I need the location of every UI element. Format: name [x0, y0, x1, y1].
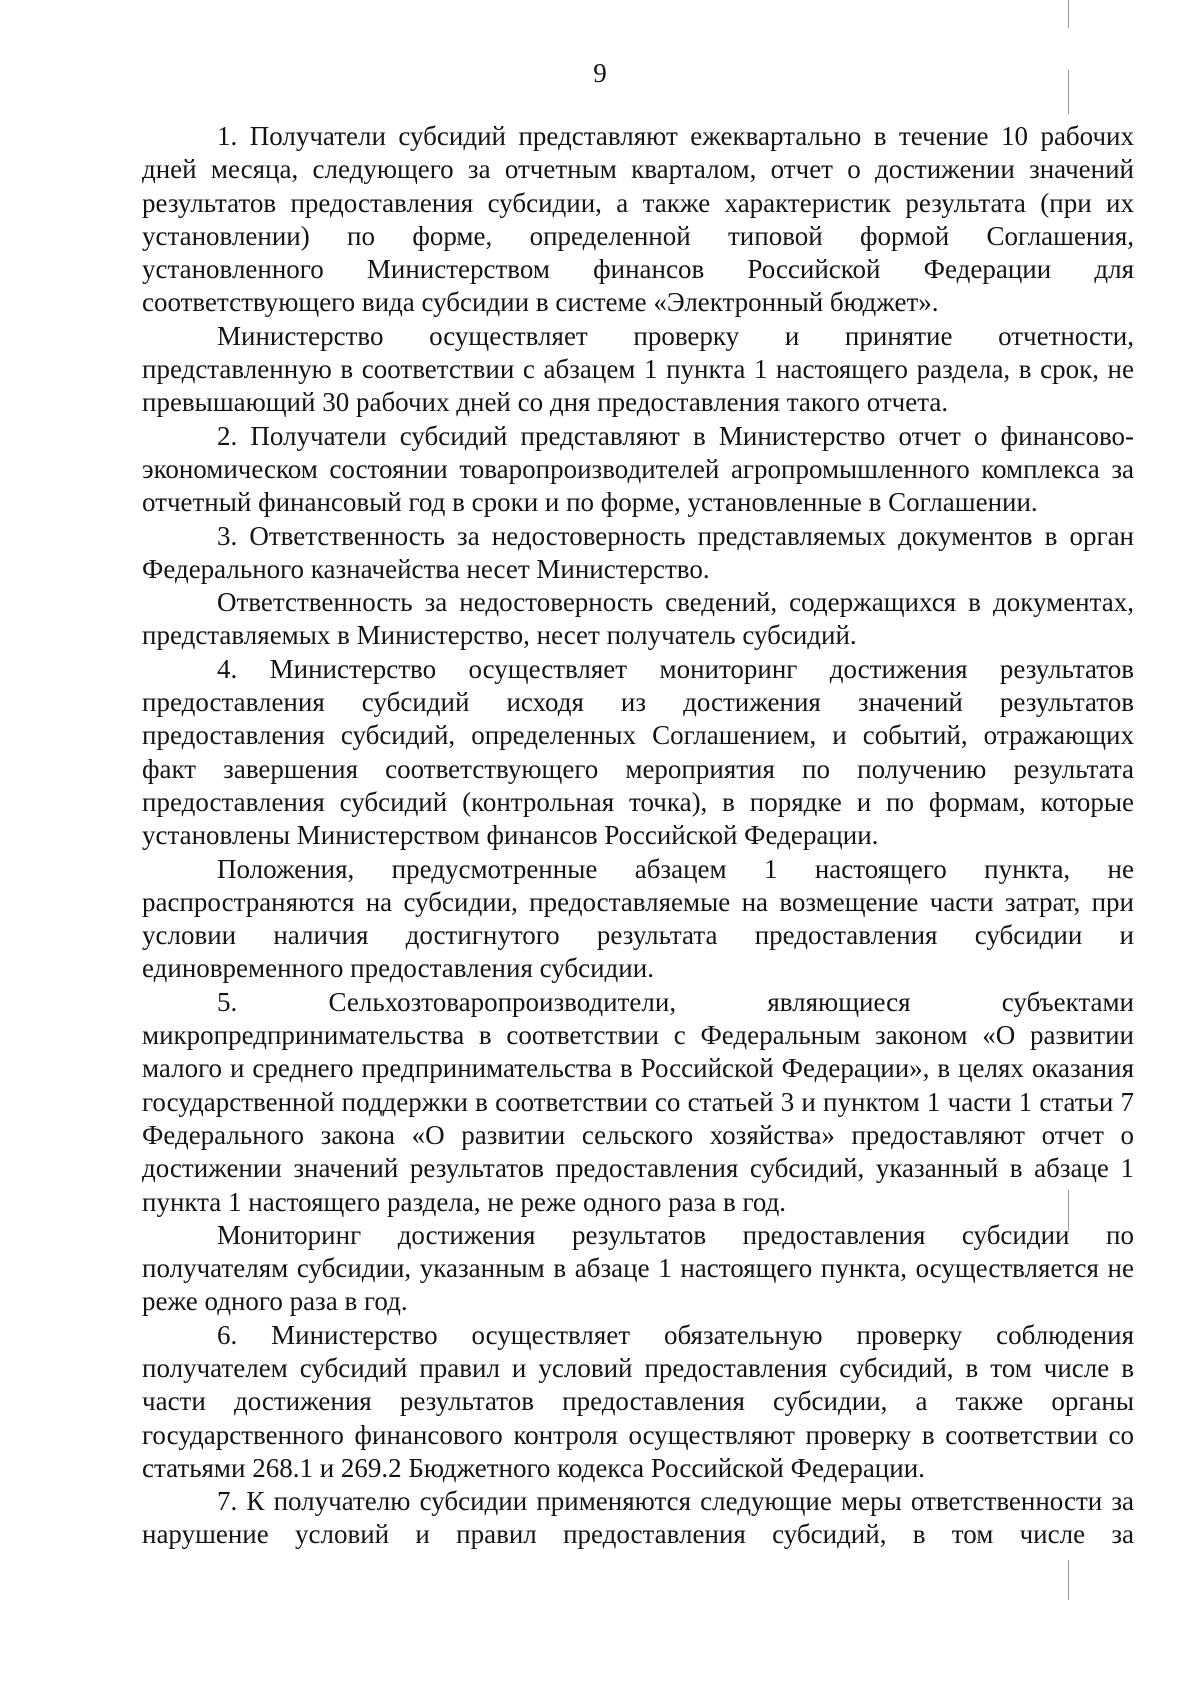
paragraph-3-2: Ответственность за недостоверность сведений, содержащихся в документах, представляемых в Министерство, несет получатель субсидий.: [142, 587, 1134, 651]
paragraph-5-2: Мониторинг достижения результатов предоставления субсидии по получателям субсидии, указанным в абзаце 1 настоящего пункта, осуществляется не реже одного раза в год.: [142, 1219, 1134, 1317]
paragraph-4-2: Положения, предусмотренные абзацем 1 настоящего пункта, не распространяются на субсидии, предоставляемые на возмещение части затрат, при условии наличия достигнутого результата предоставления субсидии и единовременного предоставления субсидии.: [142, 853, 1134, 984]
page-number: 9: [593, 58, 607, 88]
paragraph-3: 3. Ответственность за недостоверность представляемых документов в орган Федерального казначейства несет Министерство.: [142, 520, 1134, 584]
paragraph-1-2: Министерство осуществляет проверку и принятие отчетности, представленную в соответствии с абзацем 1 пункта 1 настоящего раздела, в срок, не превышающий 30 рабочих дней со дня предоставления такого отчета.: [142, 320, 1134, 418]
paragraph-5: 5. Сельхозтоваропроизводители, являющиеся субъектами микропредпринимательства в соответствии с Федеральным законом «О развитии малого и среднего предпринимательства в Российской Федерации», в целях оказания государственной поддержки в соответствии со статьей 3 и пунктом 1 части 1 статьи 7 Федерального закона «О развитии сельского хозяйства» предоставляют отчет о достижении значений результатов предоставления субсидий, указанный в абзаце 1 пункта 1 настоящего раздела, не реже одного раза в год.: [142, 986, 1134, 1217]
paragraph-2: 2. Получатели субсидий представляют в Министерство отчет о финансово-экономическом состоянии товаропроизводителей агропромышленного комплекса за отчетный финансовый год в сроки и по форме, установленные в Соглашении.: [142, 420, 1134, 518]
scan-artifact-line: [1068, 70, 1069, 114]
scan-artifact-line: [1068, 1560, 1069, 1600]
paragraph-6: 6. Министерство осуществляет обязательную проверку соблюдения получателем субсидий правил и условий предоставления субсидий, в том числе в части достижения результатов предоставления субсидии, а также органы государственного финансового контроля осуществляют проверку в соответствии со статьями 268.1 и 269.2 Бюджетного кодекса Российской Федерации.: [142, 1319, 1134, 1483]
paragraph-7: 7. К получателю субсидии применяются следующие меры ответственности за нарушение условий и правил предоставления субсидий, в том числе за: [142, 1486, 1134, 1550]
paragraph-1: 1. Получатели субсидий представляют ежеквартально в течение 10 рабочих дней месяца, следующего за отчетным кварталом, отчет о достижении значений результатов предоставления субсидии, а также характеристик результата (при их установлении) по форме, определенной типовой формой Соглашения, установленного Министерством финансов Российской Федерации для соответствующего вида субсидии в системе «Электронный бюджет».: [142, 121, 1134, 318]
paragraph-4: 4. Министерство осуществляет мониторинг достижения результатов предоставления субсидий исходя из достижения значений результатов предоставления субсидий, определенных Соглашением, и событий, отражающих факт завершения соответствующего мероприятия по получению результата предоставления субсидий (контрольная точка), в порядке и по формам, которые установлены Министерством финансов Российской Федерации.: [142, 653, 1134, 851]
document-body: [142, 120, 1134, 1552]
scan-artifact-line: [1068, 0, 1069, 28]
